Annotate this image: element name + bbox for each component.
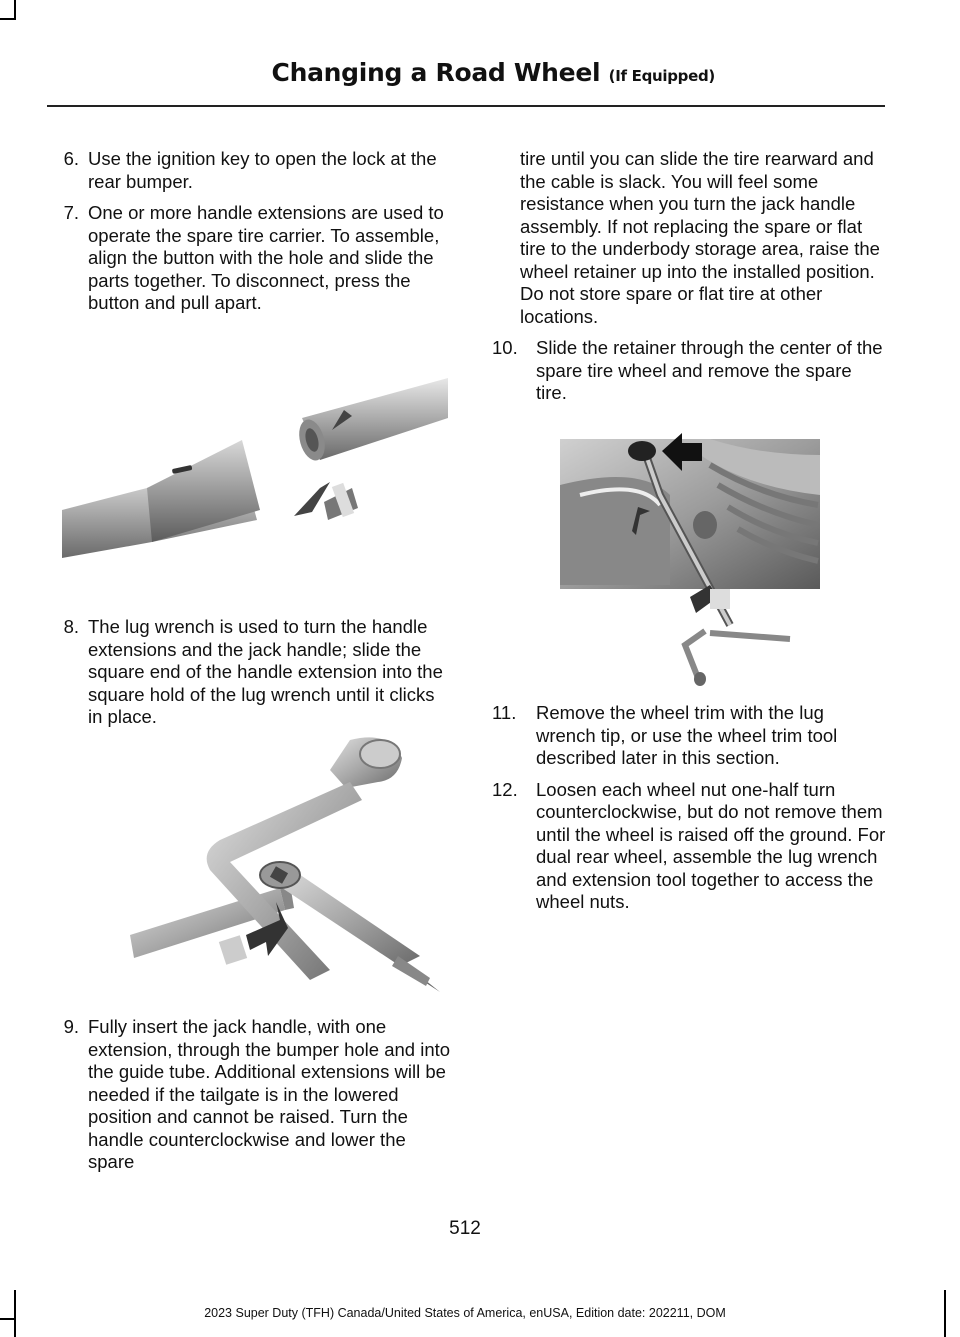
step-11 <box>492 702 887 770</box>
step-9-continuation: tire until you can slide the tire rearward and the cable is slack. You will feel some resistance when you turn the jack handle assembly. If not replacing the spare or flat tire to the underbody storage area, raise the wheel retainer up into the installed position. Do not store spare or flat tire at other locations. <box>520 148 880 327</box>
step-8 <box>52 616 452 729</box>
page-title-subtitle: (If Equipped) <box>608 67 715 85</box>
step-12 <box>492 779 887 914</box>
page-title <box>272 58 715 87</box>
crop-mark <box>14 0 16 20</box>
left-column-step-8 <box>52 616 452 738</box>
step-text: The lug wrench is used to turn the handle extensions and the jack handle; slide the square end of the handle extension into the square hold of the lug wrench until it clicks in place. <box>88 616 443 727</box>
step-text: Use the ignition key to open the lock at the rear bumper. <box>88 148 437 192</box>
step-number: 12. <box>492 778 518 800</box>
header-rule <box>47 105 885 107</box>
left-column <box>52 148 452 324</box>
spare-tire-retainer-illustration <box>560 425 822 687</box>
step-number: 10. <box>492 337 518 358</box>
step-number: 6. <box>63 148 79 169</box>
step-text: Slide the retainer through the center of the spare tire wheel and remove the spare tire. <box>536 337 883 403</box>
step-6 <box>52 148 452 193</box>
step-7 <box>52 202 452 315</box>
step-9 <box>52 1016 452 1174</box>
step-10 <box>492 337 887 405</box>
step-text: One or more handle extensions are used to operate the spare tire carrier. To assemble, align the button with the hole and slide the parts together. To disconnect, press the button and pull apart. <box>88 202 444 313</box>
footer-text: 2023 Super Duty (TFH) Canada/United States of America, enUSA, Edition date: 202211, DOM <box>204 1306 726 1320</box>
step-number: 9. <box>63 1016 79 1037</box>
crop-mark <box>0 18 16 20</box>
lug-wrench-illustration <box>130 730 450 1000</box>
page-number: 512 <box>449 1218 481 1239</box>
page-title-main: Changing a Road Wheel <box>271 58 601 87</box>
step-text: Fully insert the jack handle, with one extension, through the bumper hole and into the guide tube. Additional extensions will be needed if the tailgate is in the lowered position and cannot be raised. Turn the handle counterclockwise and lower the spare <box>88 1016 451 1172</box>
step-text: Remove the wheel trim with the lug wrench tip, or use the wheel trim tool described later in this section. <box>536 702 838 768</box>
left-column-step-9 <box>52 1016 452 1183</box>
step-number: 8. <box>63 616 79 637</box>
right-column-lower <box>492 702 887 923</box>
handle-extension-illustration <box>62 370 450 566</box>
crop-mark <box>944 1290 946 1337</box>
right-column <box>492 148 887 414</box>
step-number: 11. <box>492 702 517 723</box>
step-text: Loosen each wheel nut one-half turn counterclockwise, but do not remove them until the wheel is raised off the ground. For dual rear wheel, assemble the lug wrench and extension tool together to access the wheel nuts. <box>536 778 886 912</box>
step-number: 7. <box>63 202 79 223</box>
